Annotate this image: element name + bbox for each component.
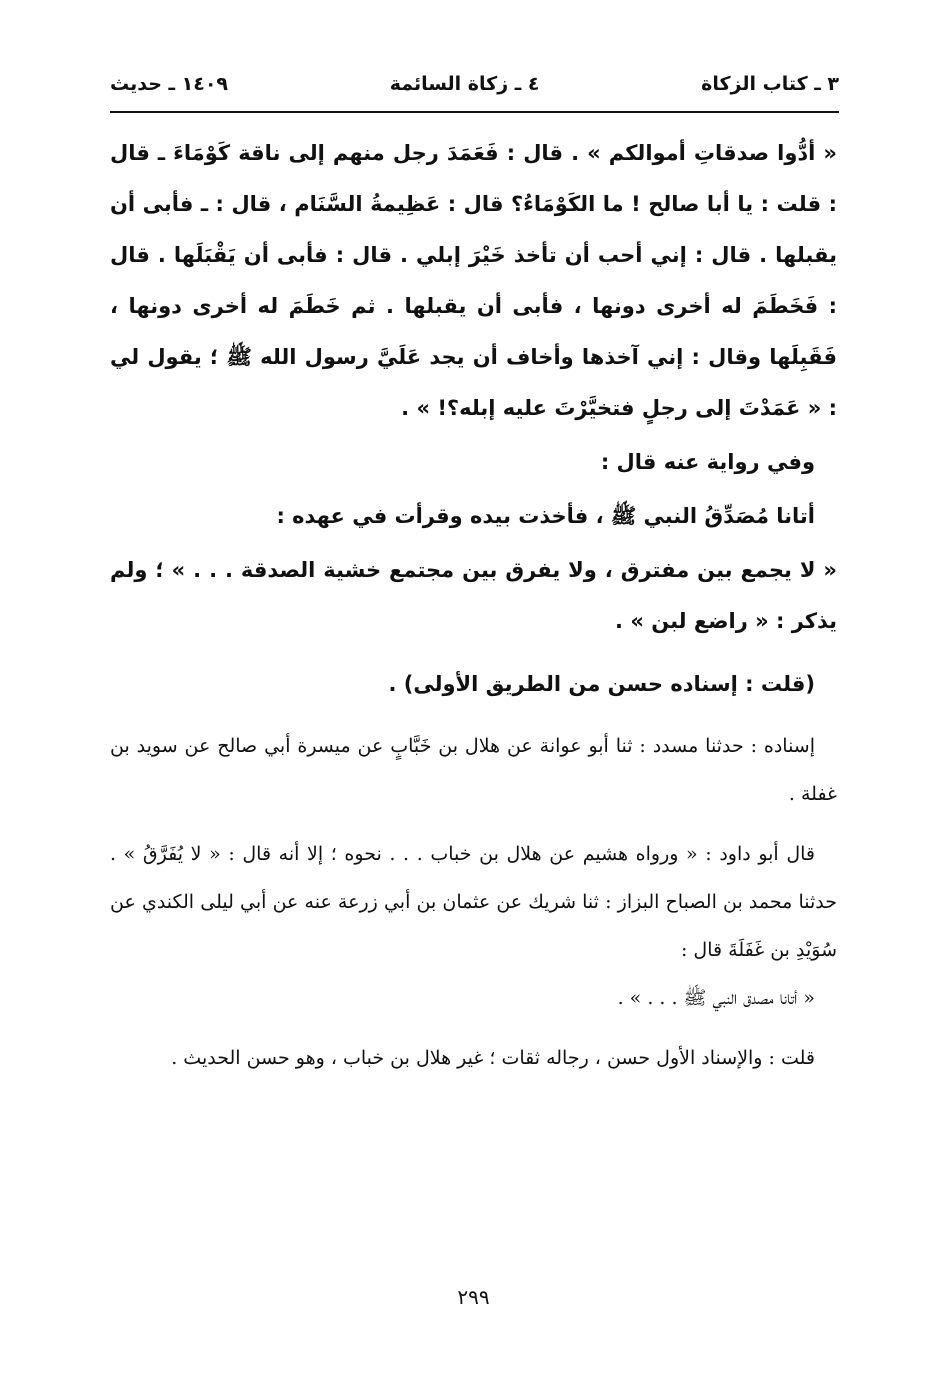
- hadith-main-text: « أدُّوا صدقاتِ أموالكم » . قال : فَعَمَدَ رجل منهم إلى ناقة كَوْمَاءَ ـ قال : قلت : يا أبا صالح ! ما الكَوْمَاءُ؟ قال : عَظِيمةُ السَّنَام ، قال : ـ فأبى أن يقبلها . قال : إني أحب أن تأخذ خَيْرَ إبلي . قال : فأبى أن يَقْبَلَها . قال : فَخَطَمَ له أخرى دونها ، فأبى أن يقبلها . ثم خَطَمَ له أخرى دونها ، فَقَبِلَها وقال : إني آخذها وأخاف أن يجد عَلَيَّ رسول الله ﷺ ؛ يقول لي : « عَمَدْتَ إلى رجلٍ فتخيَّرْتَ عليه إبله؟! » .: [110, 141, 837, 420]
- page-number: ٢٩٩: [457, 1285, 490, 1309]
- header-section: ٤ ـ زكاة السائمة: [389, 73, 540, 95]
- running-header: [110, 62, 839, 106]
- conclusion-paragraph: قلت : والإسناد الأول حسن ، رجاله ثقات ؛ غير هلال بن خباب ، وهو حسن الحديث .: [171, 1047, 815, 1069]
- spacer: [110, 818, 837, 830]
- header-hadith-number: ١٤٠٩ ـ حديث: [110, 73, 229, 95]
- grading-note: (قلت : إسناده حسن من الطريق الأولى) .: [388, 672, 815, 696]
- spacer: [110, 1022, 837, 1034]
- spacer: [110, 647, 837, 659]
- page-body: [110, 128, 837, 1082]
- narration-quote: « أتانا مصدق النبي ﷺ . . . » .: [617, 987, 815, 1009]
- abu-dawud-paragraph: قال أبو داود : « ورواه هشيم عن هلال بن خباب . . . نحوه ؛ إلا أنه قال : « لا يُفَرَّقُ » . حدثنا محمد بن الصباح البزاز : ثنا شريك عن عثمان بن أبي زرعة عنه عن أبي ليلى الكندي عن سُوَيْدِ بن غَفَلَةَ قال :: [110, 843, 837, 961]
- isnad-paragraph: إسناده : حدثنا مسدد : ثنا أبو عوانة عن هلال بن خَبَّابٍ عن ميسرة أبي صالح عن سويد بن غفلة .: [110, 735, 837, 805]
- hadith-riwaya-intro: وفي رواية عنه قال :: [600, 450, 815, 474]
- header-chapter: ٣ ـ كتاب الزكاة: [701, 73, 839, 95]
- hadith-riwaya-quote: « لا يجمع بين مفترق ، ولا يفرق بين مجتمع خشية الصدقة . . . » ؛ ولم يذكر : « راضع لبن » .: [110, 558, 837, 633]
- header-divider: [110, 111, 839, 113]
- hadith-riwaya-text: أتانا مُصَدِّقُ النبي ﷺ ، فأخذت بيده وقرأت في عهده :: [276, 504, 815, 528]
- spacer: [110, 710, 837, 722]
